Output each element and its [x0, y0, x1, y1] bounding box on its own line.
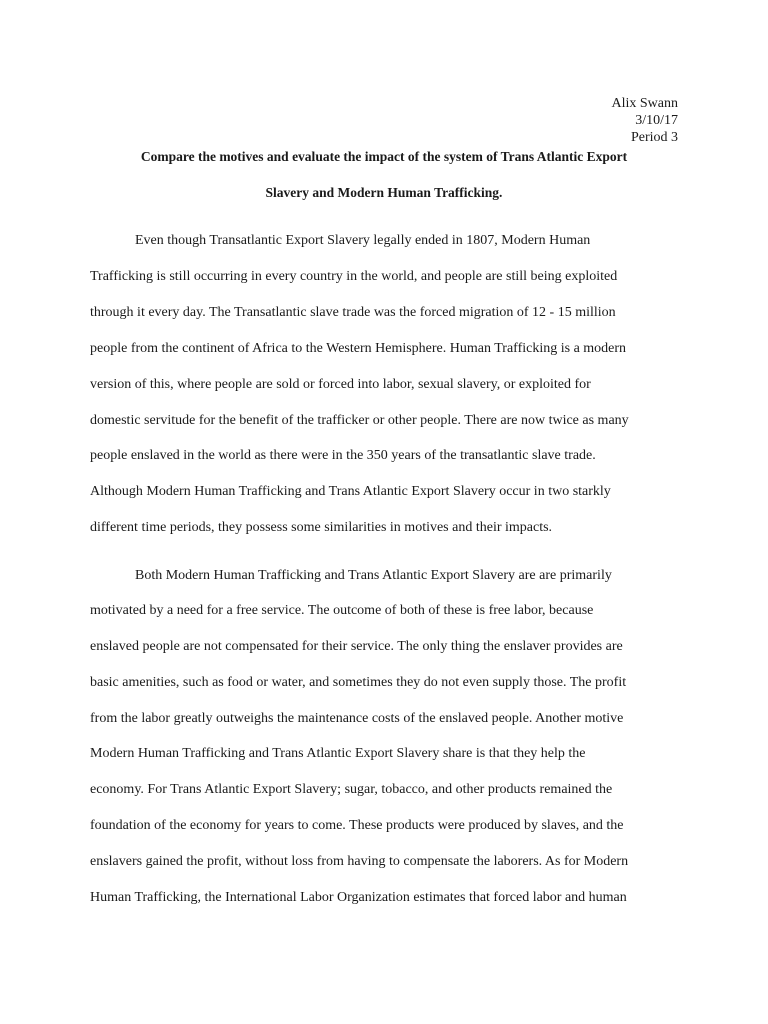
paragraph-line: Human Trafficking, the International Labor Organization estimates that forced labor and human — [90, 890, 627, 905]
paragraph-line: version of this, where people are sold or forced into labor, sexual slavery, or exploited for — [90, 377, 591, 392]
paragraph-line: economy. For Trans Atlantic Export Slavery; sugar, tobacco, and other products remained the — [90, 782, 613, 797]
assignment-date: 3/10/17 — [635, 113, 678, 128]
essay-title-line-2: Slavery and Modern Human Trafficking. — [265, 185, 503, 200]
paragraph-line: Even though Transatlantic Export Slavery legally ended in 1807, Modern Human — [135, 233, 591, 248]
paragraph-line: enslaved people are not compensated for their service. The only thing the enslaver provides are — [90, 639, 623, 654]
paragraph-line: from the labor greatly outweighs the maintenance costs of the enslaved people. Another motive — [90, 711, 624, 726]
paragraph-line: people from the continent of Africa to the Western Hemisphere. Human Trafficking is a modern — [90, 341, 627, 356]
paragraph-line: foundation of the economy for years to come. These products were produced by slaves, and the — [90, 818, 624, 833]
paragraph-line: through it every day. The Transatlantic slave trade was the forced migration of 12 - 15 million — [90, 305, 616, 320]
paragraph-line: Although Modern Human Trafficking and Trans Atlantic Export Slavery occur in two starkly — [90, 484, 611, 499]
paragraph-line: domestic servitude for the benefit of the trafficker or other people. There are now twice as many — [90, 413, 629, 428]
class-period: Period 3 — [630, 130, 678, 145]
student-name: Alix Swann — [611, 96, 678, 111]
student-header — [612, 95, 679, 146]
paragraph-line: motivated by a need for a free service. The outcome of both of these is free labor, because — [90, 603, 594, 618]
paragraph-line: Trafficking is still occurring in every country in the world, and people are still being exploited — [90, 269, 618, 284]
paragraph-line: different time periods, they possess some similarities in motives and their impacts. — [90, 520, 553, 535]
paragraph-line: enslavers gained the profit, without loss from having to compensate the laborers. As for Modern — [90, 854, 629, 869]
paragraph-line: Modern Human Trafficking and Trans Atlantic Export Slavery share is that they help the — [90, 746, 586, 761]
essay-title-line-1: Compare the motives and evaluate the impact of the system of Trans Atlantic Export — [140, 149, 628, 164]
paragraph-line: basic amenities, such as food or water, and sometimes they do not even supply those. The profit — [90, 675, 627, 690]
paragraph-line: Both Modern Human Trafficking and Trans Atlantic Export Slavery are are primarily — [135, 568, 612, 583]
paragraph-line: people enslaved in the world as there were in the 350 years of the transatlantic slave trade. — [90, 448, 596, 463]
